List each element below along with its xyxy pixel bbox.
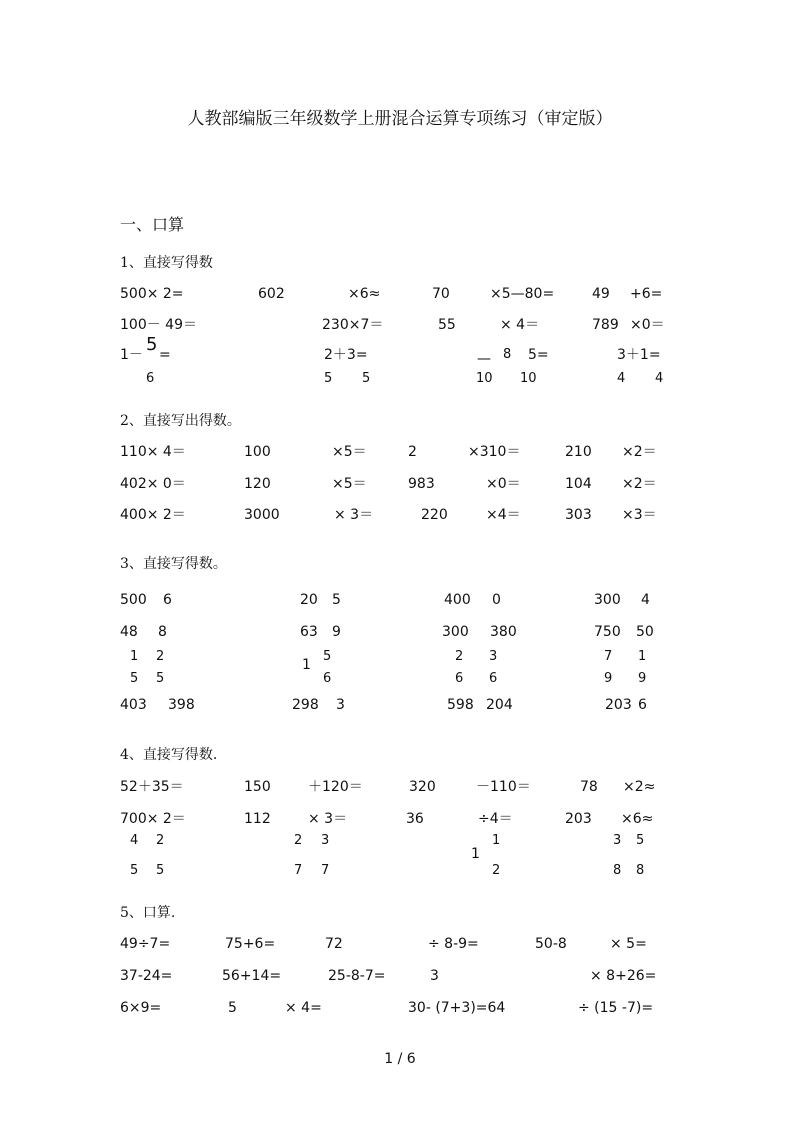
problem-text: 36 bbox=[406, 811, 424, 827]
problem-text: 150 bbox=[244, 779, 271, 795]
problem-text: 49÷7= bbox=[120, 936, 171, 952]
part-heading: 一、口算 bbox=[120, 215, 185, 234]
fraction-denominator: 10 bbox=[520, 371, 537, 386]
problem-text: 52＋35＝ bbox=[120, 779, 184, 795]
problem-text: 700× 2＝ bbox=[120, 811, 186, 827]
page-number: 1 / 6 bbox=[384, 1051, 416, 1067]
problem-text: 983 bbox=[408, 476, 435, 492]
problem-text: 398 bbox=[168, 697, 195, 713]
fraction-denominator: 9 bbox=[638, 671, 647, 686]
fraction-denominator: 8 bbox=[636, 863, 645, 878]
problem-text: 6×9= bbox=[120, 1000, 162, 1016]
fraction-denominator: 2 bbox=[492, 863, 501, 878]
problem-text: 3 bbox=[430, 968, 439, 984]
problem-text: × 3＝ bbox=[308, 811, 348, 827]
problem-text: 203 bbox=[565, 811, 592, 827]
problem-text: 112 bbox=[244, 811, 271, 827]
fraction-denominator: 5 bbox=[130, 863, 139, 878]
fraction-numerator: 7 bbox=[604, 649, 613, 664]
problem-text: ×6≈ bbox=[348, 286, 381, 302]
problem-text: 49 bbox=[592, 286, 610, 302]
fraction-denominator: 5 bbox=[324, 371, 333, 386]
section-5-heading: 5、口算. bbox=[120, 905, 176, 921]
problem-text: 6 bbox=[163, 592, 172, 608]
fraction-denominator: 5 bbox=[362, 371, 371, 386]
fraction-denominator: 8 bbox=[613, 863, 622, 878]
fraction-denominator: 7 bbox=[321, 863, 330, 878]
problem-text: 303 bbox=[565, 507, 592, 523]
fraction-numerator: 1 bbox=[492, 833, 501, 848]
problem-text: ×2＝ bbox=[622, 444, 657, 460]
problem-text: 48 bbox=[120, 624, 138, 640]
problem-text: 500× 2= bbox=[120, 286, 184, 302]
fraction-numerator: 3 bbox=[613, 833, 622, 848]
problem-text: 320 bbox=[409, 779, 436, 795]
problem-text: 37-24= bbox=[120, 968, 173, 984]
problem-text: 75+6= bbox=[225, 936, 276, 952]
fraction-denominator: 6 bbox=[323, 671, 332, 686]
section-2-heading: 2、直接写出得数。 bbox=[120, 413, 241, 429]
document-title: 人教部编版三年级数学上册混合运算专项练习（审定版） bbox=[187, 109, 613, 129]
problem-text: 402× 0＝ bbox=[120, 476, 186, 492]
problem-text: 9 bbox=[332, 624, 341, 640]
fraction-denominator: 4 bbox=[617, 371, 626, 386]
problem-text: 63 bbox=[300, 624, 318, 640]
problem-text: 120 bbox=[244, 476, 271, 492]
fraction-numerator: 5 bbox=[146, 334, 158, 355]
problem-text: ×3＝ bbox=[622, 507, 657, 523]
fraction-denominator: 6 bbox=[455, 671, 464, 686]
problem-text: ×0＝ bbox=[486, 476, 521, 492]
problem-text: ×5＝ bbox=[332, 476, 367, 492]
problem-text: 400 bbox=[444, 592, 471, 608]
fraction-text: 3＋1= bbox=[617, 347, 661, 363]
problem-text: 210 bbox=[565, 444, 592, 460]
problem-text: 104 bbox=[565, 476, 592, 492]
fraction-numerator: 2 bbox=[156, 649, 165, 664]
whole-number: 1 bbox=[302, 657, 311, 673]
problem-text: 789 bbox=[592, 317, 619, 333]
problem-text: × 5= bbox=[610, 936, 647, 952]
problem-text: 55 bbox=[438, 317, 456, 333]
fraction-numerator: 2 bbox=[455, 649, 464, 664]
problem-text: 750 bbox=[594, 624, 621, 640]
problem-text: 300 bbox=[594, 592, 621, 608]
problem-text: ×0＝ bbox=[630, 317, 665, 333]
problem-text: 298 bbox=[292, 697, 319, 713]
problem-text: × 4= bbox=[285, 1000, 322, 1016]
problem-text: 6 bbox=[638, 697, 647, 713]
problem-text: 2 bbox=[408, 444, 417, 460]
fraction-numerator: 2 bbox=[294, 833, 303, 848]
problem-text: × 3＝ bbox=[334, 507, 374, 523]
fraction-numerator: 3 bbox=[321, 833, 330, 848]
fraction-numerator: 5 bbox=[323, 649, 332, 664]
problem-text: 3 bbox=[336, 697, 345, 713]
fraction-denominator: 5 bbox=[130, 671, 139, 686]
fraction-denominator: 10 bbox=[476, 371, 493, 386]
problem-text: × 8+26= bbox=[590, 968, 657, 984]
problem-text: × 4＝ bbox=[500, 317, 540, 333]
fraction-denominator: 6 bbox=[146, 371, 155, 386]
section-3-heading: 3、直接写得数。 bbox=[120, 556, 227, 572]
problem-text: 100 bbox=[244, 444, 271, 460]
fraction-denominator: 5 bbox=[156, 863, 165, 878]
problem-text: 50 bbox=[636, 624, 654, 640]
fraction-text: 5= bbox=[528, 347, 549, 363]
problem-text: 220 bbox=[421, 507, 448, 523]
fraction-numerator: 1 bbox=[130, 649, 139, 664]
fraction-denominator: 7 bbox=[294, 863, 303, 878]
problem-text: ×4＝ bbox=[486, 507, 521, 523]
section-1-heading: 1、直接写得数 bbox=[120, 255, 213, 271]
problem-text: 110× 4＝ bbox=[120, 444, 186, 460]
problem-text: 204 bbox=[486, 697, 513, 713]
problem-text: ×5＝ bbox=[332, 444, 367, 460]
fraction-numerator: 8 bbox=[503, 347, 512, 362]
fraction-numerator: 3 bbox=[489, 649, 498, 664]
problem-text: 25-8-7= bbox=[328, 968, 386, 984]
problem-text: 78 bbox=[580, 779, 598, 795]
fraction-numerator: 1 bbox=[638, 649, 647, 664]
problem-text: 3000 bbox=[244, 507, 280, 523]
fraction-numerator: 4 bbox=[130, 833, 139, 848]
problem-text: 400× 2＝ bbox=[120, 507, 186, 523]
problem-text: 56+14= bbox=[222, 968, 282, 984]
fraction-numerator: 2 bbox=[156, 833, 165, 848]
fraction-text: 2＋3= bbox=[324, 347, 368, 363]
problem-text: 602 bbox=[258, 286, 285, 302]
problem-text: ÷ 8-9= bbox=[428, 936, 479, 952]
fraction-text: = bbox=[159, 347, 171, 363]
problem-text: +6= bbox=[630, 286, 663, 302]
fraction-denominator: 5 bbox=[156, 671, 165, 686]
problem-text: 203 bbox=[605, 697, 632, 713]
fraction-denominator: 9 bbox=[604, 671, 613, 686]
fraction-denominator: 6 bbox=[489, 671, 498, 686]
problem-text: 50-8 bbox=[535, 936, 567, 952]
problem-text: 8 bbox=[158, 624, 167, 640]
fraction-numerator: 5 bbox=[636, 833, 645, 848]
fraction-bar: — bbox=[477, 351, 491, 367]
problem-text: ÷4＝ bbox=[478, 811, 513, 827]
problem-text: 230×7＝ bbox=[322, 317, 384, 333]
problem-text: 300 bbox=[442, 624, 469, 640]
problem-text: ＋120＝ bbox=[308, 779, 363, 795]
problem-text: 20 bbox=[300, 592, 318, 608]
problem-text: 4 bbox=[641, 592, 650, 608]
problem-text: ×6≈ bbox=[621, 811, 654, 827]
problem-text: ×5—80= bbox=[490, 286, 555, 302]
fraction-denominator: 4 bbox=[655, 371, 664, 386]
problem-text: ×2＝ bbox=[622, 476, 657, 492]
problem-text: 0 bbox=[492, 592, 501, 608]
problem-text: 5 bbox=[332, 592, 341, 608]
problem-text: ÷ (15 -7)= bbox=[578, 1000, 654, 1016]
fraction-text: 1－ bbox=[120, 347, 143, 363]
problem-text: ×310＝ bbox=[468, 444, 521, 460]
whole-number: 1 bbox=[471, 846, 480, 862]
problem-text: ×2≈ bbox=[623, 779, 656, 795]
problem-text: 72 bbox=[325, 936, 343, 952]
problem-text: 500 bbox=[120, 592, 147, 608]
problem-text: 403 bbox=[120, 697, 147, 713]
problem-text: 100－ 49＝ bbox=[120, 317, 197, 333]
problem-text: 380 bbox=[490, 624, 517, 640]
problem-text: 598 bbox=[447, 697, 474, 713]
problem-text: 30- (7+3)=64 bbox=[408, 1000, 506, 1016]
problem-text: 70 bbox=[432, 286, 450, 302]
section-4-heading: 4、直接写得数. bbox=[120, 747, 218, 763]
problem-text: 5 bbox=[228, 1000, 237, 1016]
problem-text: －110＝ bbox=[476, 779, 531, 795]
